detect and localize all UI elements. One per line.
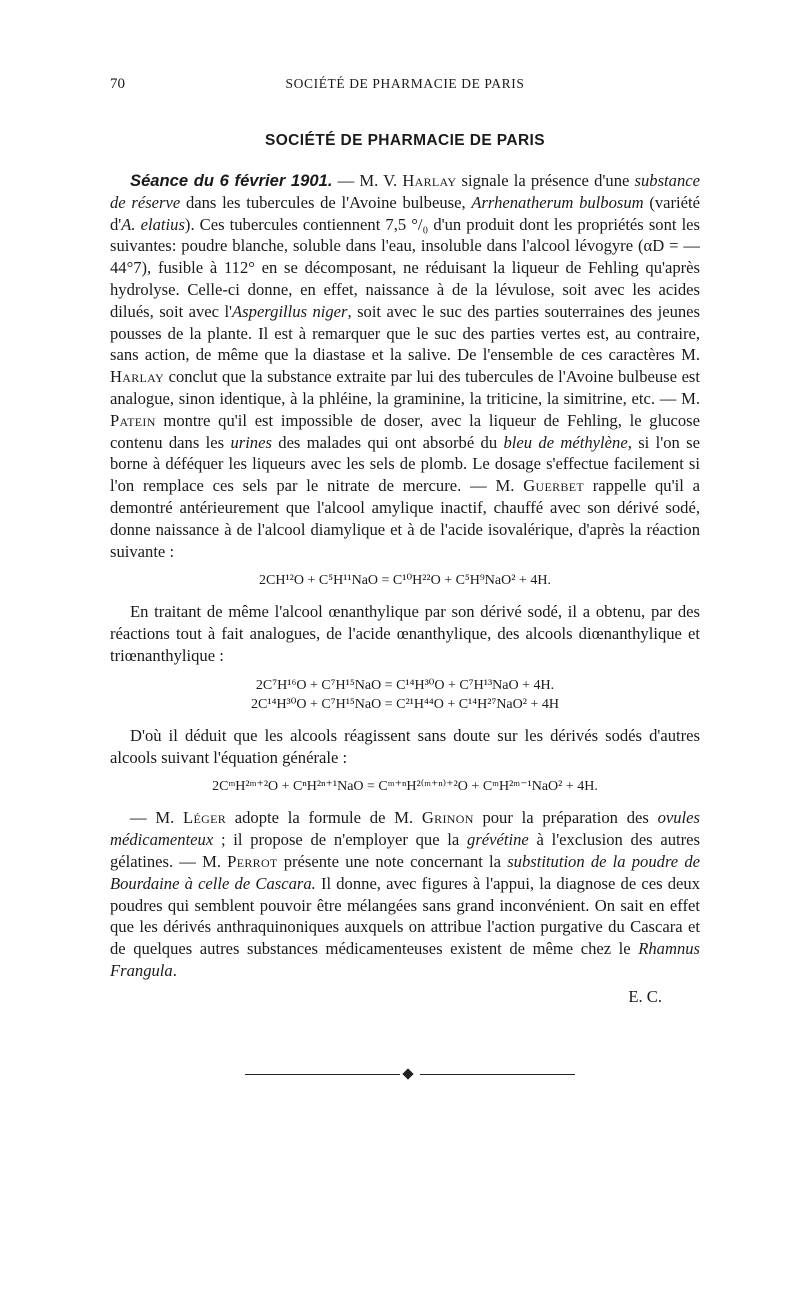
- page-number: 70: [110, 76, 125, 92]
- paragraph-general: D'où il déduit que les alcools réagissent sans doute sur les dérivés sodés d'autres alcools suivant l'équation générale :: [110, 725, 700, 767]
- italic-term: grévétine: [467, 830, 529, 850]
- end-ornament: [245, 1068, 575, 1082]
- author-name: Perrot: [227, 851, 278, 871]
- diamond-icon: [402, 1068, 413, 1079]
- text-run: à l'exclusion des autres gélatines. — M.: [110, 830, 700, 871]
- italic-term: urines: [230, 432, 272, 452]
- author-name: Grinon: [421, 808, 474, 828]
- divider-rule: [420, 1074, 575, 1075]
- text-run: ; il propose de n'employer que la: [213, 830, 468, 850]
- session-date: Séance du 6 février 1901.: [130, 171, 333, 190]
- text-run: , soit avec le suc des parties souterraines des jeunes pousses de la plante. Il est à remarquer que le suc des parties vertes est, au contraire, sans action, de même que la diastase et la salive. De l'ensemble de ces caractères M.: [110, 301, 700, 365]
- species-name: Arrhenatherum bulbosum: [471, 192, 644, 212]
- italic-term: substance de réserve: [110, 171, 700, 212]
- text-run: conclut que la substance extraite par lui des tubercules de l'Avoine bulbeuse est analogue, sinon identique, à la phléine, la graminine, la triticine, la simitrine, etc. — M.: [110, 367, 700, 408]
- chemical-equation: 2C⁷H¹⁶O + C⁷H¹⁵NaO = C¹⁴H³⁰O + C⁷H¹³NaO + 4H.: [255, 677, 555, 693]
- formula-block: [110, 777, 700, 796]
- species-name: Rhamnus Frangula: [110, 939, 700, 980]
- text-run: , si l'on se borne à déféquer les liqueurs avec les sels de plomb. Le dosage s'effectue facilement si l'on remplace ces sels par le nitrate de mercure. — M.: [110, 432, 700, 496]
- paragraph-session: [110, 170, 700, 562]
- author-name: Patein: [110, 410, 156, 430]
- author-name: Harlay: [402, 171, 457, 190]
- italic-term: bleu de méthylène: [503, 432, 628, 452]
- text-run: pour la préparation des: [473, 808, 658, 828]
- text-run: présente une note concernant la: [277, 851, 508, 871]
- signature-initials: E. C.: [628, 986, 662, 1006]
- running-head: [110, 76, 700, 98]
- text-run: ). Ces tubercules contiennent 7,5 °/₀ d'un produit dont les propriétés sont les suivantes: poudre blanche, soluble dans l'eau, insoluble dans l'alcool lévogyre (αD = —44°7), fusible à 112° en se décomposant, ne réduisant la liqueur de Fehling qu'après hydrolyse. Celle-ci donne, en effet, naissance à de la lévulose, soit avec les acides dilués, soit avec l': [110, 214, 700, 321]
- text-run: — M.: [130, 808, 184, 828]
- chemical-equation: 2C¹⁴H³⁰O + C⁷H¹⁵NaO = C²¹H⁴⁴O + C¹⁴H²⁷NaO² + 4H: [251, 696, 559, 712]
- text-run: des malades qui ont absorbé du: [271, 432, 504, 452]
- article-body: [110, 170, 700, 1008]
- section-title: SOCIÉTÉ DE PHARMACIE DE PARIS: [264, 132, 545, 149]
- text-run: adopte la formule de M.: [226, 808, 422, 828]
- formula-block: [110, 676, 700, 714]
- general-equation: 2CᵐH²ᵐ⁺²O + CⁿH²ⁿ⁺¹NaO = Cᵐ⁺ⁿH²⁽ᵐ⁺ⁿ⁾⁺²O + CᵐH²ᵐ⁻¹NaO² + 4H.: [212, 779, 598, 795]
- text-run: — M. V.: [332, 171, 403, 190]
- paragraph-leger-perrot: [110, 807, 700, 981]
- text-run: .: [172, 960, 177, 980]
- chemical-equation: 2CH¹²O + C⁵H¹¹NaO = C¹⁰H²²O + C⁵H⁹NaO² + 4H.: [259, 573, 551, 589]
- italic-term: ovules médicamenteux: [110, 808, 700, 850]
- species-name: Aspergillus niger: [232, 301, 348, 321]
- text-run: (variété d': [110, 192, 700, 234]
- running-title: SOCIÉTÉ DE PHARMACIE DE PARIS: [285, 76, 525, 91]
- text-run: Il donne, avec figures à l'appui, la diagnose de ces deux poudres qui semblent pouvoir être mélangées sans grand inconvénient. On sait en effet que les dérivés anthraquinoniques auxquels on attribue l'action purgative du Cascara et de quelques autres substances médicamenteuses existent de même chez le: [110, 873, 700, 959]
- italic-term: substitution de la poudre de Bourdaine à celle de Cascara.: [110, 851, 700, 893]
- divider-rule: [245, 1074, 400, 1075]
- formula-block: [110, 571, 700, 590]
- author-name: Léger: [183, 808, 226, 828]
- text-run: rappelle qu'il a demontré antérieurement que l'alcool amylique inactif, chauffé avec son dérivé sodé, donne naissance à de l'alcool diamylique et à de l'acide isovalérique, d'après la réaction suivante :: [110, 476, 700, 561]
- text-run: signale la présence d'une: [456, 171, 635, 190]
- text-run: montre qu'il est impossible de doser, avec la liqueur de Fehling, le glucose contenu dans les: [110, 410, 700, 452]
- author-name: Harlay: [110, 367, 165, 387]
- text-run: dans les tubercules de l'Avoine bulbeuse,: [180, 192, 472, 212]
- author-name: Guerbet: [523, 476, 584, 496]
- species-name: A. elatius: [121, 214, 185, 234]
- paragraph-oenanthylic: En traitant de même l'alcool œnanthylique par son dérivé sodé, il a obtenu, par des réactions tout à fait analogues, de l'acide œnanthylique, des alcools diœnanthylique et triœnanthylique :: [110, 602, 700, 665]
